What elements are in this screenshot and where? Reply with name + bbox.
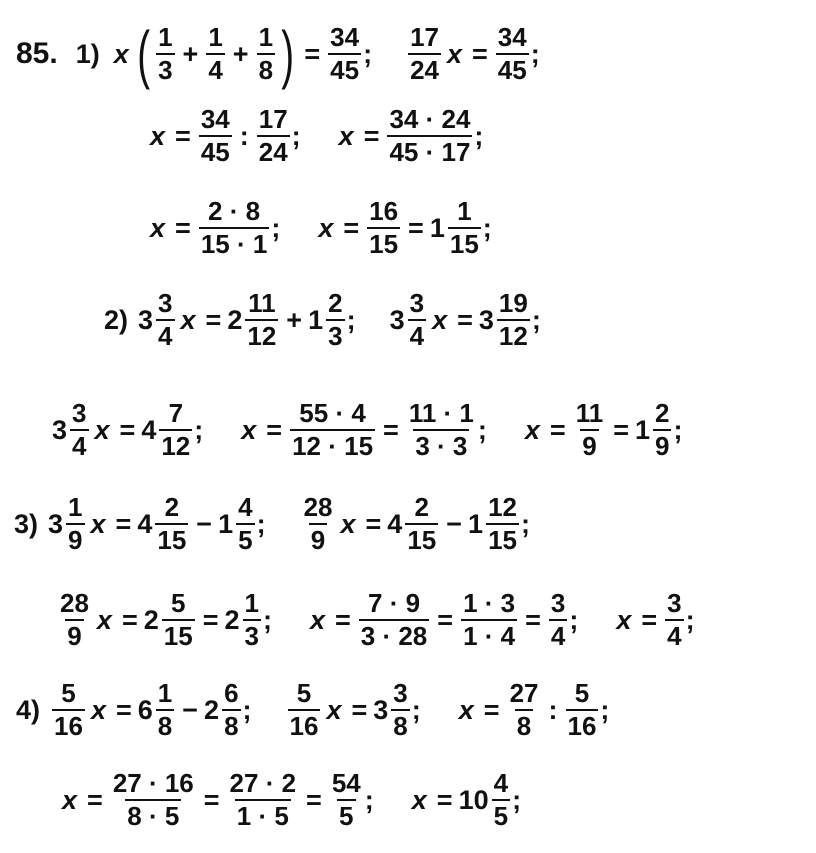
mixed-fraction: $\frac{5}{15}$ [163, 588, 193, 652]
mixed-fraction: $\frac{3}{8}$ [393, 678, 408, 742]
equation-line-5: 3 $\frac{3}{4}$ x = 4 $\frac{7}{12}$ ; x = $\frac{55 \cdot 4}{12 \cdot 15}$ = $\frac{11 \cdot 1}{3 \cdot 3}$ ; x = $\frac{11}{9}$ = 1 $\frac{2}{9}$ ; [52, 398, 683, 462]
fraction: $\frac{16}{15}$ [369, 196, 399, 260]
fraction: $\frac{28}{9}$ [60, 588, 89, 652]
paren-open: ( [137, 18, 150, 90]
equation-line-3: x = $\frac{2 \cdot 8}{15 \cdot 1}$ ; x = $\frac{16}{15}$ = 1 $\frac{1}{15}$ ; [150, 196, 492, 260]
mixed-fraction: $\frac{1}{8}$ [157, 678, 173, 742]
fraction: $\frac{1}{8}$ [258, 21, 274, 85]
fraction: $\frac{3}{4}$ [667, 588, 682, 652]
part-label: 2) [104, 304, 129, 335]
equation-line-9: x = $\frac{27 \cdot 16}{8 \cdot 5}$ = $\frac{27 \cdot 2}{1 \cdot 5}$ = $\frac{54}{5}$ ; x = 10 $\frac{4}{5}$ ; [62, 768, 522, 832]
fraction: $\frac{5}{16}$ [54, 678, 83, 742]
fraction: $\frac{1}{3}$ [158, 21, 173, 85]
mixed-fraction: $\frac{19}{12}$ [498, 288, 528, 352]
fraction: $\frac{17}{24}$ [410, 21, 439, 85]
mixed-fraction: $\frac{12}{15}$ [488, 492, 517, 556]
mixed-fraction: $\frac{1}{15}$ [449, 196, 479, 260]
fraction: $\frac{17}{24}$ [258, 104, 288, 168]
fraction: $\frac{11 \cdot 1}{3 \cdot 3}$ [408, 398, 474, 462]
part-label: 1) [75, 38, 100, 69]
mixed-fraction: $\frac{3}{4}$ [72, 398, 87, 462]
equation-line-6: 3) 3 $\frac{1}{9}$ x = 4 $\frac{2}{15}$ − 1 $\frac{4}{5}$ ; $\frac{28}{9}$ x = 4 $\frac{2}{15}$ − 1 $\frac{12}{15}$ ; [14, 492, 530, 556]
equation-line-4: 2) 3 $\frac{3}{4}$ x = 2 $\frac{11}{12}$ + 1 $\frac{2}{3}$ ; 3 $\frac{3}{4}$ x = 3 $\frac{19}{12}$ ; [104, 288, 541, 352]
mixed-fraction: $\frac{2}{9}$ [655, 398, 670, 462]
fraction: $\frac{54}{5}$ [331, 768, 361, 832]
part-label: 4) [16, 694, 41, 725]
fraction: $\frac{34}{45}$ [330, 21, 360, 85]
fraction: $\frac{34}{45}$ [200, 104, 230, 168]
mixed-fraction: $\frac{11}{12}$ [247, 288, 277, 352]
fraction: $\frac{34}{45}$ [497, 21, 527, 85]
fraction: $\frac{27}{8}$ [509, 678, 539, 742]
equation-line-2: x = $\frac{34}{45}$ : $\frac{17}{24}$ ; x = $\frac{34 \cdot 24}{45 \cdot 17}$ ; [150, 104, 484, 168]
fraction: $\frac{5}{16}$ [289, 678, 319, 742]
problem-number: 85. [16, 37, 58, 70]
mixed-fraction: $\frac{3}{4}$ [409, 288, 425, 352]
fraction: $\frac{55 \cdot 4}{12 \cdot 15}$ [292, 398, 374, 462]
mixed-fraction: $\frac{3}{4}$ [158, 288, 173, 352]
fraction: $\frac{1}{4}$ [208, 21, 223, 85]
mixed-fraction: $\frac{1}{9}$ [68, 492, 83, 556]
fraction: $\frac{7 \cdot 9}{3 \cdot 28}$ [360, 588, 428, 652]
equation-line-8: 4) $\frac{5}{16}$ x = 6 $\frac{1}{8}$ − 2 $\frac{6}{8}$ ; $\frac{5}{16}$ x = 3 $\frac{3}{8}$ ; x = $\frac{27}{8}$ : $\frac{5}{16}$ ; [16, 678, 610, 742]
fraction: $\frac{2 \cdot 8}{15 \cdot 1}$ [200, 196, 268, 260]
fraction: $\frac{27 \cdot 2}{1 \cdot 5}$ [229, 768, 297, 832]
mixed-fraction: $\frac{1}{3}$ [244, 588, 259, 652]
fraction: $\frac{5}{16}$ [567, 678, 597, 742]
mixed-fraction: $\frac{6}{8}$ [224, 678, 239, 742]
fraction: $\frac{28}{9}$ [303, 492, 333, 556]
mixed-fraction: $\frac{2}{3}$ [328, 288, 343, 352]
variable: x [113, 38, 129, 69]
fraction: $\frac{27 \cdot 16}{8 \cdot 5}$ [112, 768, 194, 832]
equation-line-1: 85. 1) x ( $\frac{1}{3}$ + $\frac{1}{4}$ + $\frac{1}{8}$ ) = $\frac{34}{45}$ ; $\frac{17}{24}$ x = $\frac{34}{45}$ ; [16, 18, 540, 90]
fraction: $\frac{11}{9}$ [575, 398, 604, 462]
fraction: $\frac{3}{4}$ [550, 588, 566, 652]
mixed-fraction: $\frac{4}{5}$ [238, 492, 253, 556]
mixed-fraction: $\frac{7}{12}$ [161, 398, 191, 462]
paren-close: ) [281, 18, 295, 90]
mixed-fraction: $\frac{2}{15}$ [157, 492, 187, 556]
fraction: $\frac{1 \cdot 3}{1 \cdot 4}$ [463, 588, 516, 652]
mixed-fraction: $\frac{2}{15}$ [407, 492, 437, 556]
mixed-fraction: $\frac{4}{5}$ [493, 768, 509, 832]
equation-line-7: $\frac{28}{9}$ x = 2 $\frac{5}{15}$ = 2 $\frac{1}{3}$ ; x = $\frac{7 \cdot 9}{3 \cdot 28}$ = $\frac{1 \cdot 3}{1 \cdot 4}$ = $\frac{3}{4}$ ; x = $\frac{3}{4}$ ; [60, 588, 695, 652]
fraction: $\frac{34 \cdot 24}{45 \cdot 17}$ [389, 104, 471, 168]
part-label: 3) [14, 508, 39, 539]
